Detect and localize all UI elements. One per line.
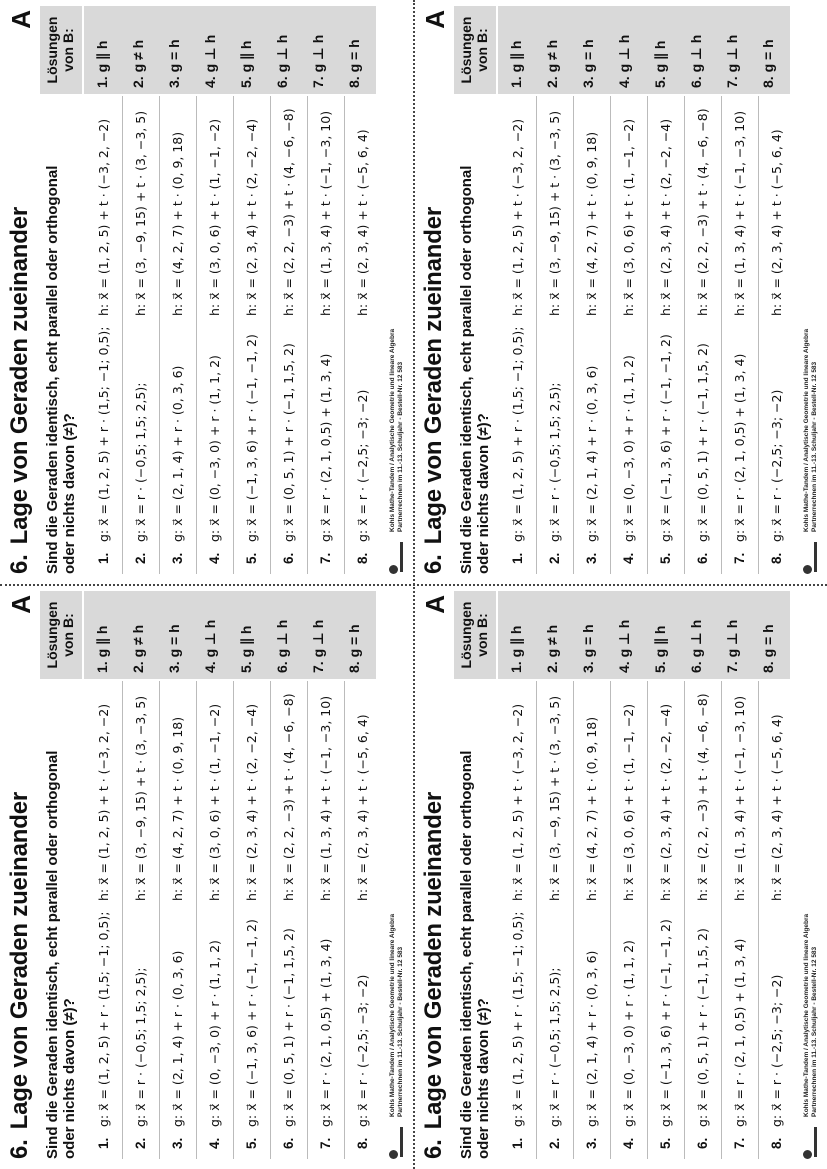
card-content — [414, 585, 827, 1169]
line-g-equation: g: x⃗ = (0, 5, 1) + r · (−1, 1,5, 2) — [281, 343, 296, 542]
task-row — [86, 681, 122, 1159]
line-h-equation: h: x⃗ = (3, 0, 6) + t · (1, −1, −2) — [207, 118, 222, 316]
line-h-equation: h: x⃗ = (3, −9, 15) + t · (3, −3, 5) — [547, 695, 562, 901]
task-number: 3. — [170, 1137, 185, 1149]
card-content — [0, 0, 413, 584]
line-g-equation: g: x⃗ = r · (−2,5; −3; −2) — [769, 389, 784, 542]
task-number: 1. — [96, 1137, 111, 1149]
line-g-equation: g: x⃗ = (1, 2, 5) + r · (1,5; −1; 0,5); — [96, 326, 111, 542]
card-number: 6. — [420, 554, 447, 574]
solutions-column — [498, 6, 790, 94]
task-row — [758, 681, 795, 1159]
solutions-header: Lösungen von B: — [454, 6, 496, 94]
task-number: 3. — [584, 1137, 599, 1149]
line-g-equation: g: x⃗ = (2, 1, 4) + r · (0, 3, 6) — [584, 365, 599, 542]
task-row — [196, 96, 233, 574]
line-g-equation: g: x⃗ = (1, 2, 5) + r · (1,5; −1; 0,5); — [96, 911, 111, 1127]
line-g-equation: g: x⃗ = (0, −3, 0) + r · (1, 1, 2) — [621, 940, 636, 1127]
task-number: 8. — [355, 1137, 370, 1149]
footer-line-1: Kohls Mathe-Tandem / Analytische Geometrie und lineare Algebra — [803, 328, 810, 532]
line-g-equation: g: x⃗ = r · (2, 1, 0,5) + (1, 3, 4) — [318, 938, 333, 1127]
footer-line-2: Partnerrechnen im 11.-13. Schuljahr - Bestell-Nr. 12 583 — [397, 361, 404, 532]
task-list — [86, 681, 381, 1159]
footer-text — [803, 914, 819, 1117]
line-h-equation: h: x⃗ = (1, 2, 5) + t · (−3, 2, −2) — [96, 118, 111, 316]
solution-item: 1. g ∥ h — [508, 625, 524, 673]
task-question: Sind die Geraden identisch, echt parallel oder orthogonal oder nichts davon (≠)? — [458, 750, 492, 1159]
solution-item: 8. g = h — [760, 39, 776, 88]
solution-item: 3. g = h — [580, 624, 596, 673]
line-h-equation: h: x⃗ = (3, 0, 6) + t · (1, −1, −2) — [207, 703, 222, 901]
card-title — [6, 207, 34, 574]
task-number: 1. — [96, 552, 111, 564]
line-h-equation: h: x⃗ = (2, 2, −3) + t · (4, −6, −8) — [695, 108, 710, 316]
task-number: 7. — [318, 1137, 333, 1149]
task-row — [86, 96, 122, 574]
line-g-equation: g: x⃗ = (2, 1, 4) + r · (0, 3, 6) — [584, 950, 599, 1127]
task-number: 2. — [133, 1137, 148, 1149]
task-row — [758, 96, 795, 574]
card-title — [420, 207, 448, 574]
solution-item: 7. g ⊥ h — [310, 619, 326, 673]
solution-item: 5. g ∥ h — [238, 625, 254, 673]
line-h-equation: h: x⃗ = (3, 0, 6) + t · (1, −1, −2) — [621, 703, 636, 901]
solution-item: 4. g ⊥ h — [202, 619, 218, 673]
task-row — [122, 96, 159, 574]
task-number: 3. — [170, 552, 185, 564]
line-h-equation: h: x⃗ = (2, 2, −3) + t · (4, −6, −8) — [695, 693, 710, 901]
line-h-equation: h: x⃗ = (2, 3, 4) + t · (−5, 6, 4) — [355, 714, 370, 901]
line-h-equation: h: x⃗ = (4, 2, 7) + t · (0, 9, 18) — [170, 716, 185, 901]
line-h-equation: h: x⃗ = (2, 3, 4) + t · (−5, 6, 4) — [769, 129, 784, 316]
line-g-equation: g: x⃗ = r · (−2,5; −3; −2) — [355, 974, 370, 1127]
card-title — [6, 792, 34, 1159]
worksheet-card — [414, 585, 827, 1159]
solution-item: 5. g ∥ h — [652, 625, 668, 673]
task-row — [159, 96, 196, 574]
solution-item: 7. g ⊥ h — [724, 34, 740, 88]
solutions-header: Lösungen von B: — [40, 6, 82, 94]
line-h-equation: h: x⃗ = (2, 3, 4) + t · (2, −2, −4) — [658, 703, 673, 901]
solution-item: 5. g ∥ h — [238, 40, 254, 88]
footer-line-2: Partnerrechnen im 11.-13. Schuljahr - Bestell-Nr. 12 583 — [811, 361, 818, 532]
task-row — [610, 96, 647, 574]
card-footer — [389, 329, 405, 574]
task-number: 5. — [658, 552, 673, 564]
solution-item: 7. g ⊥ h — [310, 34, 326, 88]
task-number: 2. — [547, 1137, 562, 1149]
publisher-logo-icon — [803, 1125, 819, 1159]
solution-item: 8. g = h — [346, 624, 362, 673]
task-number: 8. — [769, 1137, 784, 1149]
solution-item: 3. g = h — [580, 39, 596, 88]
task-number: 4. — [621, 1137, 636, 1149]
solutions-header: Lösungen von B: — [40, 591, 82, 679]
task-row — [684, 681, 721, 1159]
solution-item: 8. g = h — [760, 624, 776, 673]
line-h-equation: h: x⃗ = (4, 2, 7) + t · (0, 9, 18) — [170, 131, 185, 316]
task-number: 7. — [318, 552, 333, 564]
line-g-equation: g: x⃗ = (0, −3, 0) + r · (1, 1, 2) — [621, 355, 636, 542]
task-row — [233, 96, 270, 574]
task-number: 1. — [510, 1137, 525, 1149]
task-row — [536, 96, 573, 574]
solution-item: 7. g ⊥ h — [724, 619, 740, 673]
line-h-equation: h: x⃗ = (2, 2, −3) + t · (4, −6, −8) — [281, 108, 296, 316]
line-h-equation: h: x⃗ = (2, 3, 4) + t · (2, −2, −4) — [244, 703, 259, 901]
card-title-text: Lage von Geraden zueinander — [420, 207, 447, 545]
line-g-equation: g: x⃗ = (1, 2, 5) + r · (1,5; −1; 0,5); — [510, 911, 525, 1127]
task-row — [122, 681, 159, 1159]
task-number: 6. — [281, 552, 296, 564]
task-row — [233, 681, 270, 1159]
line-g-equation: g: x⃗ = r · (2, 1, 0,5) + (1, 3, 4) — [732, 353, 747, 542]
card-letter: A — [420, 10, 450, 29]
footer-text — [803, 329, 819, 532]
line-g-equation: g: x⃗ = r · (−0,5; 1,5; 2,5); — [547, 382, 562, 542]
line-h-equation: h: x⃗ = (3, −9, 15) + t · (3, −3, 5) — [133, 110, 148, 316]
task-number: 5. — [244, 1137, 259, 1149]
solutions-column — [84, 6, 376, 94]
task-number: 7. — [732, 552, 747, 564]
task-row — [500, 96, 536, 574]
solution-item: 4. g ⊥ h — [202, 34, 218, 88]
task-number: 4. — [207, 552, 222, 564]
task-row — [307, 681, 344, 1159]
task-row — [500, 681, 536, 1159]
card-title-text: Lage von Geraden zueinander — [6, 792, 33, 1130]
solutions-header: Lösungen von B: — [454, 591, 496, 679]
task-row — [721, 681, 758, 1159]
solution-item: 4. g ⊥ h — [616, 34, 632, 88]
card-letter: A — [6, 595, 36, 614]
card-footer — [389, 914, 405, 1159]
task-question: Sind die Geraden identisch, echt parallel oder orthogonal oder nichts davon (≠)? — [458, 165, 492, 574]
task-row — [159, 681, 196, 1159]
line-g-equation: g: x⃗ = r · (−2,5; −3; −2) — [355, 389, 370, 542]
line-h-equation: h: x⃗ = (1, 2, 5) + t · (−3, 2, −2) — [96, 703, 111, 901]
line-h-equation: h: x⃗ = (4, 2, 7) + t · (0, 9, 18) — [584, 131, 599, 316]
line-g-equation: g: x⃗ = (0, 5, 1) + r · (−1, 1,5, 2) — [281, 928, 296, 1127]
task-row — [647, 681, 684, 1159]
line-g-equation: g: x⃗ = (−1, 3, 6) + r · (−1, −1, 2) — [658, 919, 673, 1127]
solutions-column — [84, 591, 376, 679]
task-number: 7. — [732, 1137, 747, 1149]
line-h-equation: h: x⃗ = (3, −9, 15) + t · (3, −3, 5) — [547, 110, 562, 316]
card-letter: A — [6, 10, 36, 29]
card-footer — [803, 914, 819, 1159]
solution-item: 2. g ≠ h — [130, 624, 146, 673]
solution-item: 6. g ⊥ h — [274, 34, 290, 88]
line-g-equation: g: x⃗ = r · (2, 1, 0,5) + (1, 3, 4) — [732, 938, 747, 1127]
publisher-logo-icon — [389, 1125, 405, 1159]
line-h-equation: h: x⃗ = (2, 3, 4) + t · (−5, 6, 4) — [355, 129, 370, 316]
line-h-equation: h: x⃗ = (1, 3, 4) + t · (−1, −3, 10) — [318, 110, 333, 316]
task-row — [573, 96, 610, 574]
card-number: 6. — [420, 1139, 447, 1159]
line-g-equation: g: x⃗ = r · (−2,5; −3; −2) — [769, 974, 784, 1127]
task-row — [610, 681, 647, 1159]
card-number: 6. — [6, 554, 33, 574]
task-list — [500, 96, 795, 574]
task-question: Sind die Geraden identisch, echt parallel oder orthogonal oder nichts davon (≠)? — [44, 750, 78, 1159]
task-row — [536, 681, 573, 1159]
solutions-column — [498, 591, 790, 679]
footer-line-2: Partnerrechnen im 11.-13. Schuljahr - Bestell-Nr. 12 583 — [397, 946, 404, 1117]
line-g-equation: g: x⃗ = r · (2, 1, 0,5) + (1, 3, 4) — [318, 353, 333, 542]
line-g-equation: g: x⃗ = (0, −3, 0) + r · (1, 1, 2) — [207, 355, 222, 542]
card-title-text: Lage von Geraden zueinander — [420, 792, 447, 1130]
line-g-equation: g: x⃗ = r · (−0,5; 1,5; 2,5); — [133, 382, 148, 542]
line-g-equation: g: x⃗ = (0, 5, 1) + r · (−1, 1,5, 2) — [695, 928, 710, 1127]
footer-line-1: Kohls Mathe-Tandem / Analytische Geometrie und lineare Algebra — [803, 913, 810, 1117]
solution-item: 8. g = h — [346, 39, 362, 88]
task-row — [573, 681, 610, 1159]
card-content — [414, 0, 827, 584]
solution-item: 5. g ∥ h — [652, 40, 668, 88]
solution-item: 1. g ∥ h — [508, 40, 524, 88]
footer-text — [389, 329, 405, 532]
worksheet-card — [414, 0, 827, 574]
task-list — [86, 96, 381, 574]
line-h-equation: h: x⃗ = (3, −9, 15) + t · (3, −3, 5) — [133, 695, 148, 901]
task-row — [196, 681, 233, 1159]
publisher-logo-icon — [389, 540, 405, 574]
task-row — [307, 96, 344, 574]
task-number: 2. — [133, 552, 148, 564]
line-h-equation: h: x⃗ = (2, 3, 4) + t · (2, −2, −4) — [658, 118, 673, 316]
solution-item: 3. g = h — [166, 39, 182, 88]
line-h-equation: h: x⃗ = (1, 3, 4) + t · (−1, −3, 10) — [732, 695, 747, 901]
solution-item: 2. g ≠ h — [130, 39, 146, 88]
solution-item: 2. g ≠ h — [544, 624, 560, 673]
task-question: Sind die Geraden identisch, echt parallel oder orthogonal oder nichts davon (≠)? — [44, 165, 78, 574]
line-h-equation: h: x⃗ = (4, 2, 7) + t · (0, 9, 18) — [584, 716, 599, 901]
task-row — [721, 96, 758, 574]
line-g-equation: g: x⃗ = (−1, 3, 6) + r · (−1, −1, 2) — [244, 919, 259, 1127]
task-number: 8. — [355, 552, 370, 564]
solution-item: 3. g = h — [166, 624, 182, 673]
task-row — [270, 681, 307, 1159]
footer-line-1: Kohls Mathe-Tandem / Analytische Geometrie und lineare Algebra — [389, 913, 396, 1117]
task-number: 4. — [207, 1137, 222, 1149]
line-h-equation: h: x⃗ = (1, 3, 4) + t · (−1, −3, 10) — [318, 695, 333, 901]
line-g-equation: g: x⃗ = (−1, 3, 6) + r · (−1, −1, 2) — [244, 334, 259, 542]
solution-item: 6. g ⊥ h — [688, 619, 704, 673]
line-h-equation: h: x⃗ = (2, 2, −3) + t · (4, −6, −8) — [281, 693, 296, 901]
task-number: 2. — [547, 552, 562, 564]
task-number: 6. — [695, 1137, 710, 1149]
solution-item: 6. g ⊥ h — [274, 619, 290, 673]
line-g-equation: g: x⃗ = r · (−0,5; 1,5; 2,5); — [547, 967, 562, 1127]
task-number: 6. — [695, 552, 710, 564]
line-g-equation: g: x⃗ = (2, 1, 4) + r · (0, 3, 6) — [170, 365, 185, 542]
task-number: 5. — [658, 1137, 673, 1149]
solution-item: 1. g ∥ h — [94, 40, 110, 88]
task-number: 1. — [510, 552, 525, 564]
footer-line-1: Kohls Mathe-Tandem / Analytische Geometrie und lineare Algebra — [389, 328, 396, 532]
footer-text — [389, 914, 405, 1117]
card-footer — [803, 329, 819, 574]
task-number: 8. — [769, 552, 784, 564]
task-row — [647, 96, 684, 574]
line-h-equation: h: x⃗ = (2, 3, 4) + t · (−5, 6, 4) — [769, 714, 784, 901]
line-g-equation: g: x⃗ = r · (−0,5; 1,5; 2,5); — [133, 967, 148, 1127]
line-h-equation: h: x⃗ = (1, 2, 5) + t · (−3, 2, −2) — [510, 703, 525, 901]
task-number: 5. — [244, 552, 259, 564]
solution-item: 4. g ⊥ h — [616, 619, 632, 673]
card-title-text: Lage von Geraden zueinander — [6, 207, 33, 545]
solution-item: 6. g ⊥ h — [688, 34, 704, 88]
line-h-equation: h: x⃗ = (1, 3, 4) + t · (−1, −3, 10) — [732, 110, 747, 316]
line-g-equation: g: x⃗ = (1, 2, 5) + r · (1,5; −1; 0,5); — [510, 326, 525, 542]
card-content — [0, 585, 413, 1169]
solution-item: 1. g ∥ h — [94, 625, 110, 673]
task-number: 4. — [621, 552, 636, 564]
task-row — [344, 681, 381, 1159]
line-g-equation: g: x⃗ = (0, 5, 1) + r · (−1, 1,5, 2) — [695, 343, 710, 542]
task-row — [684, 96, 721, 574]
card-number: 6. — [6, 1139, 33, 1159]
line-g-equation: g: x⃗ = (0, −3, 0) + r · (1, 1, 2) — [207, 940, 222, 1127]
line-g-equation: g: x⃗ = (−1, 3, 6) + r · (−1, −1, 2) — [658, 334, 673, 542]
task-number: 3. — [584, 552, 599, 564]
card-title — [420, 792, 448, 1159]
publisher-logo-icon — [803, 540, 819, 574]
line-h-equation: h: x⃗ = (2, 3, 4) + t · (2, −2, −4) — [244, 118, 259, 316]
task-row — [270, 96, 307, 574]
line-h-equation: h: x⃗ = (3, 0, 6) + t · (1, −1, −2) — [621, 118, 636, 316]
solution-item: 2. g ≠ h — [544, 39, 560, 88]
footer-line-2: Partnerrechnen im 11.-13. Schuljahr - Bestell-Nr. 12 583 — [811, 946, 818, 1117]
task-number: 6. — [281, 1137, 296, 1149]
line-h-equation: h: x⃗ = (1, 2, 5) + t · (−3, 2, −2) — [510, 118, 525, 316]
task-list — [500, 681, 795, 1159]
line-g-equation: g: x⃗ = (2, 1, 4) + r · (0, 3, 6) — [170, 950, 185, 1127]
card-letter: A — [420, 595, 450, 614]
task-row — [344, 96, 381, 574]
